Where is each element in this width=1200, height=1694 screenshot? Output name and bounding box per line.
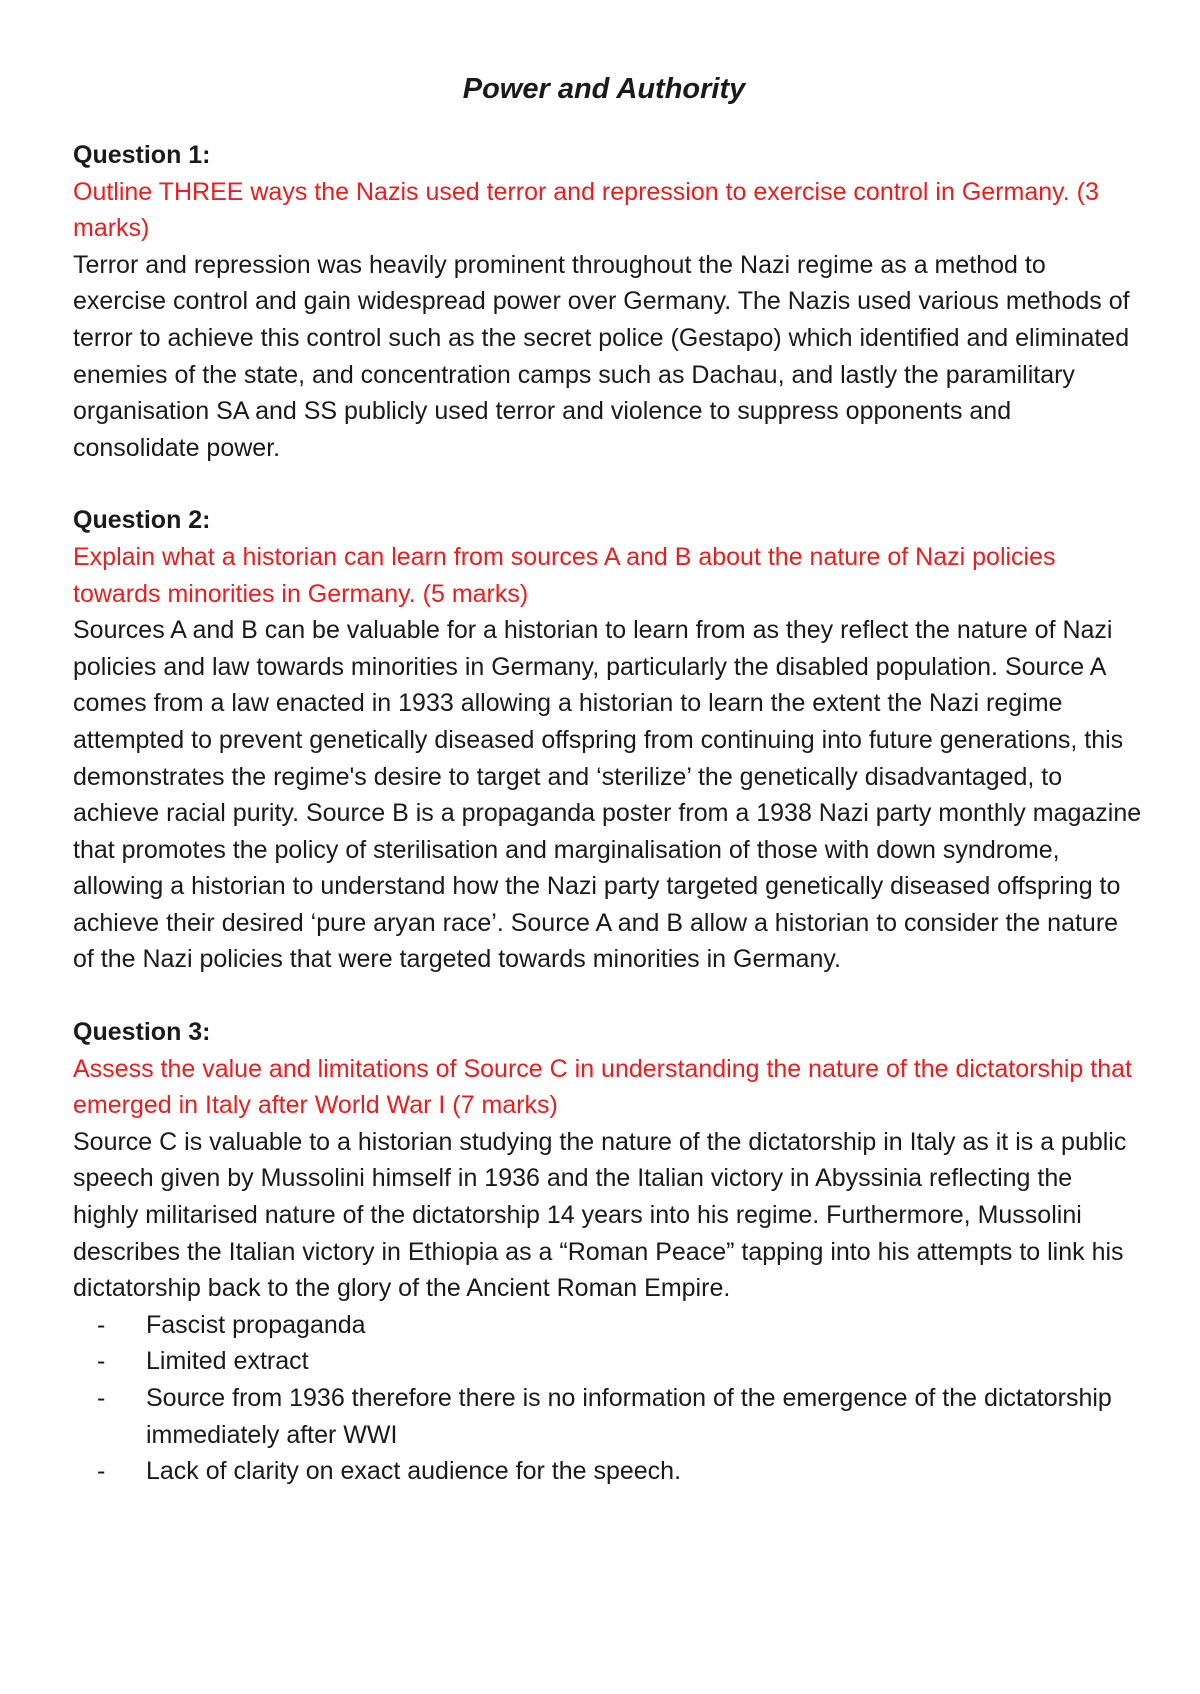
question-heading: Question 1:: [73, 141, 211, 169]
list-item: [73, 1307, 1143, 1344]
question-2-section: [73, 502, 1143, 978]
dash-marker: -: [97, 1310, 106, 1339]
dash-marker: -: [97, 1347, 106, 1376]
answer-paragraph: Sources A and B can be valuable for a historian to learn from as they reflect the nature of Nazi policies and law towards minorities in Germany, particularly the disabled population. Source A comes from a law enacted in 1933 allowing a historian to learn the extent the Nazi regime attempted to prevent genetically diseased offspring from continuing into future generations, this demonstrates the regime's desire to target and ‘sterilize’ the genetically disadvantaged, to achieve racial purity. Source B is a propaganda poster from a 1938 Nazi party monthly magazine that promotes the policy of sterilisation and marginalisation of those with down syndrome, allowing a historian to understand how the Nazi party targeted genetically diseased offspring to achieve their desired ‘pure aryan race’. Source A and B allow a historian to consider the nature of the Nazi policies that were targeted towards minorities in Germany.: [73, 616, 1142, 974]
list-item-text: Lack of clarity on exact audience for the speech.: [146, 1457, 682, 1486]
list-item: [73, 1343, 1143, 1380]
page-title: Power and Authority: [462, 73, 746, 105]
question-heading: Question 3:: [73, 1018, 211, 1047]
question-prompt: Assess the value and limitations of Source C in understanding the nature of the dictatorship that emerged in Italy after World War I (7 marks): [73, 1054, 1132, 1120]
list-item-text: Limited extract: [146, 1347, 309, 1376]
question-3-section: [73, 1014, 1143, 1490]
answer-paragraph: Terror and repression was heavily prominent throughout the Nazi regime as a method to exercise control and gain widespread power over Germany. The Nazis used various methods of terror to achieve this control such as the secret police (Gestapo) which identified and eliminated enemies of the state, and concentration camps such as Dachau, and lastly the paramilitary organisation SA and SS publicly used terror and violence to suppress opponents and consolidate power.: [73, 250, 1130, 462]
dash-marker: -: [97, 1457, 106, 1486]
answer-paragraph: Source C is valuable to a historian studying the nature of the dictatorship in Italy as it is a public speech given by Mussolini himself in 1936 and the Italian victory in Abyssinia reflecting the highly militarised nature of the dictatorship 14 years into his regime. Furthermore, Mussolini describes the Italian victory in Ethiopia as a “Roman Peace” tapping into his attempts to link his dictatorship back to the glory of the Ancient Roman Empire.: [73, 1127, 1127, 1303]
list-item-text: Source from 1936 therefore there is no information of the emergence of the dictatorship immediately after WWI: [146, 1384, 1112, 1449]
list-item: [73, 1453, 1143, 1490]
list-item-text: Fascist propaganda: [146, 1310, 366, 1339]
document-page: [73, 70, 1143, 1526]
list-item: [73, 1380, 1143, 1453]
dash-marker: -: [97, 1384, 106, 1412]
question-prompt: Explain what a historian can learn from sources A and B about the nature of Nazi policies towards minorities in Germany. (5 marks): [73, 542, 1056, 608]
limitations-list: [73, 1307, 1143, 1490]
question-prompt: Outline THREE ways the Nazis used terror and repression to exercise control in Germany. (3 marks): [73, 177, 1099, 243]
question-heading: Question 2:: [73, 506, 211, 535]
question-1-section: [73, 137, 1143, 466]
